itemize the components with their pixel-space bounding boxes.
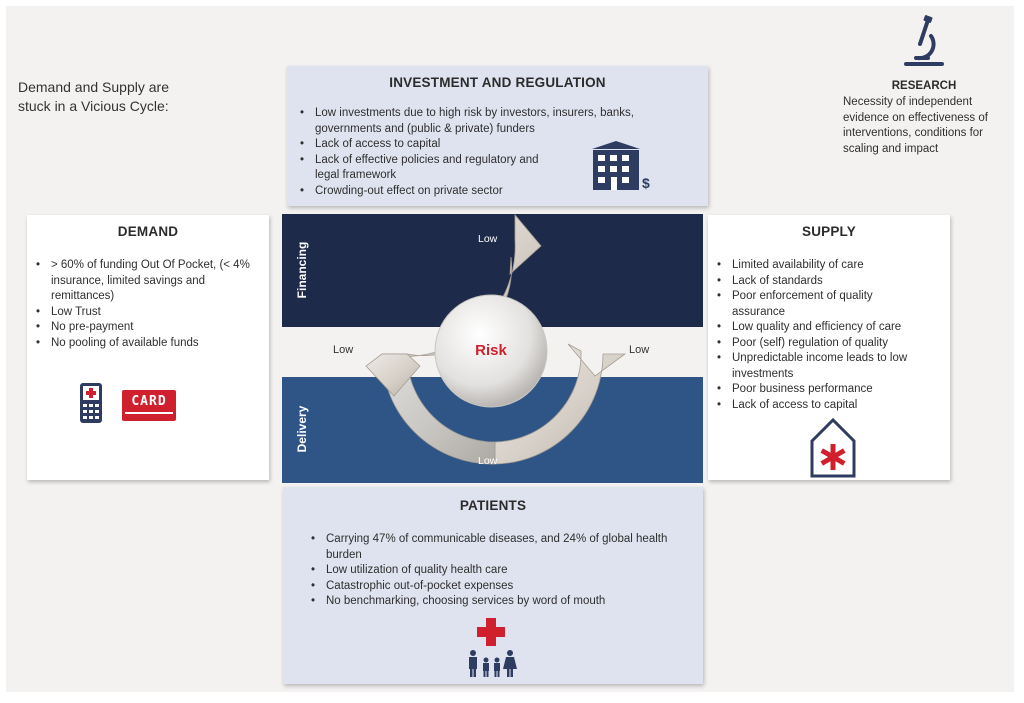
microscope-icon xyxy=(898,14,948,70)
building-dollar-icon xyxy=(589,140,651,192)
list-item: • Unpredictable income leads to low investments xyxy=(714,351,946,382)
demand-list xyxy=(33,258,253,351)
patients-title: PATIENTS xyxy=(459,498,527,513)
supply-list xyxy=(714,258,946,413)
demand-panel xyxy=(27,215,269,480)
svg-text:$: $ xyxy=(642,175,650,191)
list-item: • Carrying 47% of communicable diseases, and 24% of global health burden xyxy=(308,532,668,563)
intro-line-1: Demand and Supply are xyxy=(18,79,169,95)
list-item: • Poor (self) regulation of quality xyxy=(714,336,946,352)
list-item: • No pooling of available funds xyxy=(33,336,253,352)
low-label-bottom: Low xyxy=(478,455,498,467)
list-item: • Limited availability of care xyxy=(714,258,946,274)
patients-panel xyxy=(283,487,703,684)
investment-title: INVESTMENT AND REGULATION xyxy=(389,75,606,90)
family-red-cross-icon xyxy=(466,617,522,679)
list-item: • Low Trust xyxy=(33,305,253,321)
list-item: • Lack of access to capital xyxy=(297,137,652,153)
list-item: • Poor enforcement of quality assurance xyxy=(714,289,907,320)
list-item: • Low investments due to high risk by investors, insurers, banks, governments and (public & private) funders xyxy=(297,106,652,137)
list-item: • Low utilization of quality health care xyxy=(308,563,668,579)
list-item: • No benchmarking, choosing services by word of mouth xyxy=(308,594,668,610)
card-label: CARD xyxy=(131,394,167,409)
mobile-phone-icon xyxy=(78,382,104,424)
list-item: • No pre-payment xyxy=(33,320,253,336)
low-label-right: Low xyxy=(629,344,650,356)
research-text: Necessity of independent evidence on effectiveness of interventions, conditions for scaling and impact xyxy=(843,96,988,155)
risk-label: Risk xyxy=(475,342,507,359)
list-item: • Lack of effective policies and regulatory and legal framework xyxy=(297,153,560,184)
financing-label: Financing xyxy=(295,241,309,299)
research-title: RESEARCH xyxy=(891,80,957,92)
investment-panel xyxy=(287,66,708,206)
delivery-label: Delivery xyxy=(295,405,309,453)
supply-title: SUPPLY xyxy=(802,224,856,239)
intro-line-2: stuck in a Vicious Cycle: xyxy=(18,98,169,114)
list-item: • Low quality and efficiency of care xyxy=(714,320,946,336)
list-item: • Poor business performance xyxy=(714,382,946,398)
low-label-top: Low xyxy=(478,233,498,245)
low-label-left: Low xyxy=(333,344,354,356)
list-item: • Crowding-out effect on private sector xyxy=(297,184,652,200)
list-item: • Catastrophic out-of-pocket expenses xyxy=(308,579,668,595)
health-house-icon xyxy=(809,417,857,479)
intro-text xyxy=(18,78,218,116)
supply-panel xyxy=(708,215,950,480)
patients-list xyxy=(308,532,668,610)
list-item: • > 60% of funding Out Of Pocket, (< 4% insurance, limited savings and remittances) xyxy=(33,258,253,305)
card-icon xyxy=(122,390,176,421)
list-item: • Lack of access to capital xyxy=(714,398,946,414)
demand-title: DEMAND xyxy=(117,224,179,239)
list-item: • Lack of standards xyxy=(714,274,946,290)
